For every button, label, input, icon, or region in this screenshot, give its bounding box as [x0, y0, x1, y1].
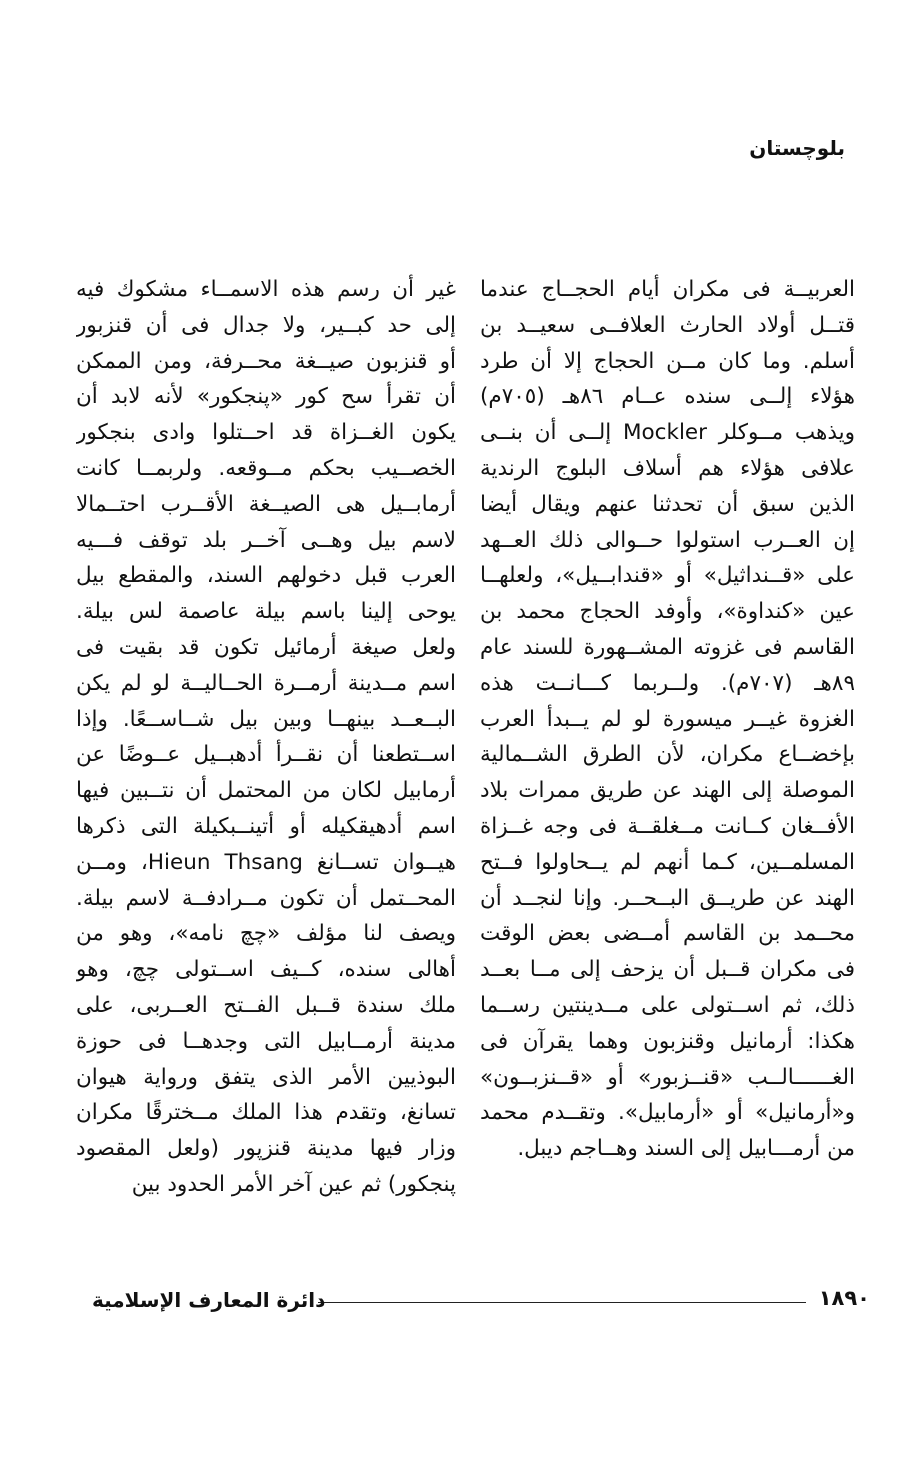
text-line: فى مكران قــبل أن يزحف إلى مــا بعــد: [480, 957, 855, 983]
text-line: أن تقرأ سح كور «پنجكور» لأنه لابد أن: [76, 384, 456, 410]
text-line: أسلم. وما كان مــن الحجاج إلا أن طرد: [480, 348, 855, 374]
text-line: الغزوة غيــر ميسورة لو لم يــبدأ العرب: [480, 706, 855, 732]
text-line: هؤلاء إلــى سنده عــام ٨٦هـ (٧٠٥م): [480, 384, 855, 410]
text-line: المحــتمل أن تكون مــرادفــة لاسم بيلة.: [76, 885, 456, 911]
text-line: أهالى سنده، كــيف اســتولى چچ، وهو: [76, 957, 456, 983]
text-column-right: [480, 272, 855, 1167]
text-line: أرمابــيل هى الصيــغة الأقــرب احتــمالا: [76, 491, 456, 517]
text-line: اســتطعنا أن نقــرأ أدهبــيل عــوضًا عن: [76, 742, 456, 768]
text-line: پنجكور) ثم عين آخر الأمر الحدود بين: [131, 1171, 456, 1197]
text-line: يكون الغــزاة قد احــتلوا وادى بنجكور: [76, 420, 456, 446]
text-line: ويصف لنا مؤلف «چچ نامه»، وهو من: [76, 921, 456, 947]
text-line: البــعــد بينهــا وبين بيل شــاســعًا. وإذا: [76, 706, 456, 732]
encyclopedia-title: دائرة المعارف الإسلامية: [92, 1288, 326, 1312]
text-line: اسم أدهيقكيله أو أتينــبكيلة التى ذكرها: [76, 813, 456, 839]
text-line: الخصــيب بحكم مــوقعه. ولربمــا كانت: [76, 455, 456, 481]
text-line: ذلك، ثم اســتولى على مــدينتين رســما: [480, 992, 855, 1018]
text-line: لاسم بيل وهــى آخــر بلد توقف فـــيه: [76, 527, 456, 553]
text-line: هيــوان تســانغ Hieun Thsang، ومــن: [76, 849, 456, 875]
text-line: الغــــــالــب «قنــزبور» أو «قــنزبــون»: [480, 1064, 855, 1090]
text-line: ملك سندة قــبل الفــتح العــربى، على: [76, 992, 456, 1018]
text-line: على «قــنداثيل» أو «قندابــيل»، ولعلهــا: [480, 563, 855, 589]
text-line: قتــل أولاد الحارث العلافــى سعيــد بن: [480, 312, 855, 338]
text-line: ٨٩هـ (٧٠٧م). ولــربما كـــانــت هذه: [480, 670, 855, 696]
text-line: الهند عن طريــق البــحــر. وإنا لنجــد أن: [480, 885, 855, 911]
page-number: ١٨٩٠: [818, 1286, 870, 1310]
text-line: المسلمــين، كـما أنهم لم يــحاولوا فــتح: [480, 849, 855, 875]
page-footer: [92, 1286, 870, 1326]
text-line: هكذا: أرمانيل وقنزبون وهما يقرآن فى: [480, 1028, 855, 1054]
text-line: محــمد بن القاسم أمــضى بعض الوقت: [480, 921, 855, 947]
text-line: أو قنزبون صيــغة محــرفة، ومن الممكن: [76, 348, 456, 374]
text-column-left: [76, 272, 456, 1203]
footer-rule: [318, 1302, 806, 1303]
text-line: الذين سبق أن تحدثنا عنهم ويقال أيضا: [480, 491, 855, 517]
text-line: إن العــرب استولوا حــوالى ذلك العــهد: [480, 527, 855, 553]
text-line: الموصلة إلى الهند عن طريق ممرات بلاد: [480, 778, 855, 804]
page-header-title: بلوچستان: [749, 136, 845, 160]
text-line: الأفــغان كــانت مــغلقــة فى وجه غــزاة: [480, 813, 855, 839]
text-line: العربيــة فى مكران أيام الحجــاج عندما: [480, 277, 855, 302]
text-line: عين «كنداوة»، وأوفد الحجاج محمد بن: [480, 599, 855, 625]
text-line: يوحى إلينا باسم بيلة عاصمة لس بيلة.: [76, 599, 456, 625]
text-line: تسانغ، وتقدم هذا الملك مــخترقًا مكران: [76, 1100, 456, 1126]
text-line: القاسم فى غزوته المشــهورة للسند عام: [480, 634, 855, 660]
text-line: اسم مــدينة أرمــرة الحــاليــة لو لم يكن: [76, 670, 456, 696]
text-line: العرب قبل دخولهم السند، والمقطع بيل: [76, 563, 456, 589]
text-line: غير أن رسم هذه الاسمــاء مشكوك فيه: [76, 277, 456, 302]
text-line: البوذيين الأمر الذى يتفق ورواية هيوان: [76, 1064, 456, 1090]
text-line: من أرمـــابيل إلى السند وهــاجم ديبل.: [517, 1136, 855, 1162]
text-line: مدينة أرمــابيل التى وجدهــا فى حوزة: [76, 1028, 456, 1054]
text-line: أرمابيل لكان من المحتمل أن نتــبين فيها: [76, 778, 456, 804]
text-line: وزار فيها مدينة قنزپور (ولعل المقصود: [76, 1136, 456, 1162]
text-line: ولعل صيغة أرمائيل تكون قد بقيت فى: [76, 634, 456, 660]
text-line: ويذهب مــوكلر Mockler إلــى أن بنــى: [480, 420, 855, 446]
text-line: علافى هؤلاء هم أسلاف البلوج الرندية: [480, 455, 855, 481]
text-line: بإخضــاع مكران، لأن الطرق الشــمالية: [480, 742, 855, 768]
text-line: و«أرمانيل» أو «أرمابيل». وتقــدم محمد: [480, 1100, 855, 1126]
text-line: إلى حد كبــير، ولا جدال فى أن قنزبور: [76, 312, 456, 338]
